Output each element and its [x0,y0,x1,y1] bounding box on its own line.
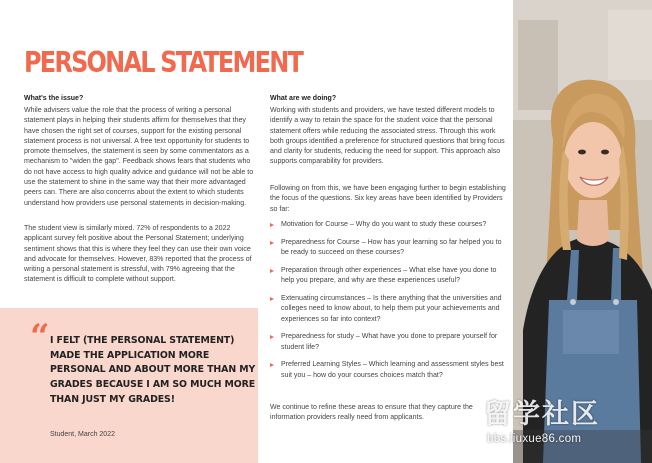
doing-paragraph-2: Following on from this, we have been engaging further to begin establishing the focus of the questions. Six key areas have been identified by Providers so far: [270,185,506,213]
issue-heading: What's the issue? [24,95,84,102]
quote-mark-icon: “ [30,317,50,357]
triangle-bullet-icon [270,335,274,339]
list-item: Extenuating circumstances – Is there anything that the universities and colleges need to know about, to help them put your achievements and experiences so far into context? [270,294,508,325]
watermark-url: bbs.liuxue86.com [487,433,582,445]
list-item: Preparedness for study – What have you done to prepare yourself for student life? [270,332,508,353]
list-item: Preparation through other experiences – What else have you done to help you prepare, and why are these experiences useful? [270,266,508,287]
closing-paragraph: We continue to refine these areas to ensure that they capture the information providers really need from applicants. [270,404,473,422]
issue-paragraph-1: While advisers value the role that the process of writing a personal statement plays in helping their students affirm for themselves that they have chosen the right set of courses, support for the existing personal statement process is not universal. A free text opportunity for students to promote themselves, the statement is seen by some commentators as a mechanism to "widen the gap". Feedback shows fears that students who do not have access to high quality advice and guidance will not be able to use the statement to shine in the same way that their more advantaged peers can. There are also concerns about the extent to which students understand how providers use personal statements in decision-making. [24,107,254,207]
doing-paragraph-1: Working with students and providers, we have tested different models to identify a way to retain the space for the student voice that the personal statement offers while reducing the associated stress. Through this work both groups identified a preference for structured questions that bring focus and clarity for students, reducing the need for support. This approach also supports comparability for providers. [270,107,505,166]
list-item: Preferred Learning Styles – Which learning and assessment styles best suit you – how do your courses choices match that? [270,360,508,381]
student-quote: I FELT (THE PERSONAL STATEMENT) MADE THE APPLICATION MORE PERSONAL AND ABOUT MORE THAN MY GRADES BECAUSE I AM SO MUCH MORE THAN JUST MY GRADES! [50,335,256,405]
page-title: PERSONAL STATEMENT [24,46,303,80]
key-areas-list [270,220,508,389]
triangle-bullet-icon [270,269,274,273]
list-item: Motivation for Course – Why do you want to study these courses? [270,220,508,230]
triangle-bullet-icon [270,241,274,245]
triangle-bullet-icon [270,297,274,301]
watermark-logo: 留学社区 [484,399,600,430]
triangle-bullet-icon [270,223,274,227]
list-item: Preparedness for Course – How has your learning so far helped you to be ready to succeed on these courses? [270,238,508,259]
issue-paragraph-2: The student view is similarly mixed. 72% of respondents to a 2022 applicant survey felt positive about the Personal Statement; underlying sentiment shows that this is where they feel they can use their own voice and advocate for themselves. However, 83% reported that the process of writing a personal statement is stressful, with 79% agreeing that the statement is difficult to complete without support. [24,225,252,284]
triangle-bullet-icon [270,363,274,367]
quote-attribution: Student, March 2022 [50,431,115,438]
doing-heading: What are we doing? [270,95,337,102]
